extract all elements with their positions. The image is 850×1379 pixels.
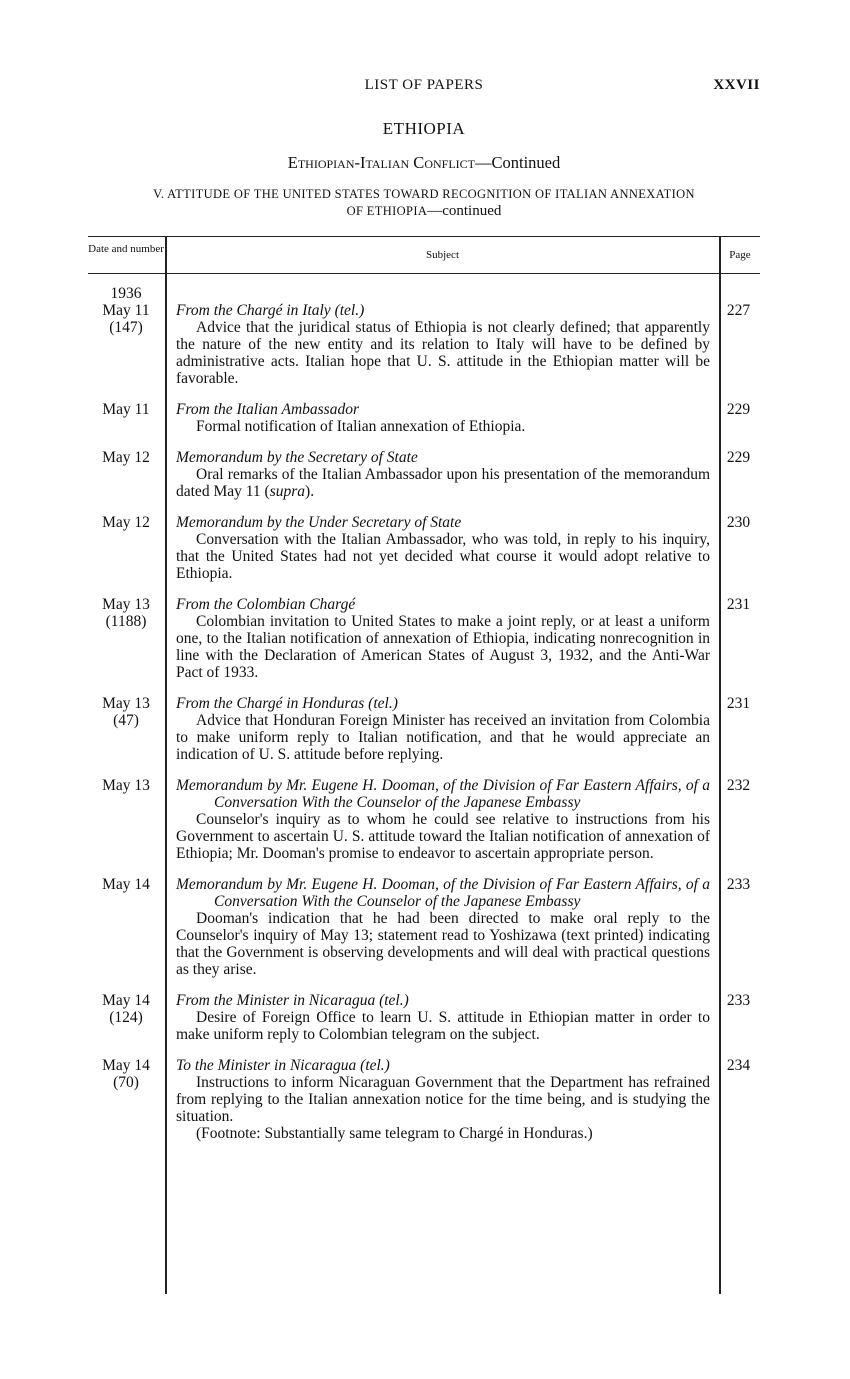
subject-cell — [176, 992, 710, 1043]
entry-from-note: (tel.) — [368, 695, 398, 712]
table-row — [88, 401, 760, 435]
date-cell — [88, 401, 164, 435]
entry-from: From the Chargé in Italy — [176, 302, 331, 319]
country-heading: ETHIOPIA — [382, 119, 466, 138]
page-cell — [717, 285, 760, 387]
column-header-subject: Subject — [426, 249, 459, 261]
subject-cell — [176, 285, 710, 387]
date-cell — [88, 285, 164, 387]
entry-page: 233 — [726, 992, 751, 1009]
date-cell — [88, 992, 164, 1043]
table-row — [88, 777, 760, 862]
entry-date: May 13 — [102, 777, 150, 794]
entry-description: Oral remarks of the Italian Ambassador upon his presentation of the memorandum dated May 11 (supra). — [176, 466, 710, 500]
entries-table — [88, 285, 760, 1142]
page-cell — [717, 596, 760, 681]
conflict-heading — [88, 153, 760, 173]
table-row — [88, 285, 760, 387]
page-folio: XXVII — [713, 77, 760, 93]
page-cell — [717, 992, 760, 1043]
table-row — [88, 449, 760, 500]
entry-description: Dooman's indication that he had been directed to make oral reply to the Counselor's inquiry of May 13; statement read to Yoshizawa (text printed) indicating that the Government is observing developments and will deal with practical questions as they arise. — [176, 910, 710, 978]
entry-date: May 12 — [102, 449, 150, 466]
entry-page: 229 — [726, 449, 751, 466]
page-cell — [717, 449, 760, 500]
entry-description: Conversation with the Italian Ambassador, who was told, in reply to his inquiry, that the United States had not yet decided what course it would adopt relative to Ethiopia. — [176, 531, 710, 582]
entry-source — [176, 992, 710, 1009]
table-row — [88, 514, 760, 582]
page-cell — [717, 514, 760, 582]
entry-from: From the Italian Ambassador — [176, 401, 359, 418]
section-heading-country: OF ETHIOPIA — [346, 204, 428, 218]
entry-description: Advice that the juridical status of Ethiopia is not clearly defined; that apparently the nature of the new entity and its relation to Italy will have to be defined by administrative acts. Italian hope that U. S. attitude in the Ethiopian matter will be favorable. — [176, 319, 710, 387]
entry-date: May 11 — [102, 401, 150, 418]
entry-number: (1188) — [105, 613, 147, 630]
section-heading-line1: V. ATTITUDE OF THE UNITED STATES TOWARD RECOGNITION OF ITALIAN ANNEXATION — [153, 187, 695, 201]
entry-from: Memorandum by Mr. Eugene H. Dooman, of the Division of Far Eastern Affairs, of a Conversation With the Counselor of the Japanese Embassy — [176, 777, 710, 811]
table-row — [88, 1057, 760, 1142]
date-cell — [88, 449, 164, 500]
subject-cell — [176, 695, 710, 763]
entry-description: Colombian invitation to United States to make a joint reply, or at least a uniform one, to the Italian notification of annexation of Ethiopia, indicating nonrecognition in line with the Declaration of American States of August 3, 1932, and the Anti-War Pact of 1933. — [176, 613, 710, 681]
entry-source — [176, 302, 710, 319]
entry-from: From the Minister in Nicaragua — [176, 992, 376, 1009]
entry-from: Memorandum by Mr. Eugene H. Dooman, of the Division of Far Eastern Affairs, of a Conversation With the Counselor of the Japanese Embassy — [176, 876, 710, 910]
entry-number: (124) — [109, 1009, 143, 1026]
entry-source — [176, 695, 710, 712]
date-cell — [88, 514, 164, 582]
entry-date: May 13 — [102, 695, 150, 712]
entry-page: 233 — [726, 876, 751, 893]
entry-date: May 14 — [102, 992, 150, 1009]
subject-cell — [176, 1057, 710, 1142]
conflict-name: Ethiopian-Italian Conflict — [287, 153, 475, 172]
entry-page: 227 — [726, 302, 751, 319]
entry-description: Formal notification of Italian annexation of Ethiopia. — [196, 418, 526, 435]
table-row — [88, 596, 760, 681]
table-top-rule — [88, 236, 760, 237]
column-header-date: Date and number — [88, 243, 164, 255]
entry-description: Advice that Honduran Foreign Minister has received an invitation from Colombia to make uniform reply to Italian notification, and that he would appreciate an indication of U. S. attitude before replying. — [176, 712, 710, 763]
running-head — [88, 77, 760, 99]
entry-date: May 14 — [102, 1057, 150, 1074]
entry-page: 234 — [726, 1057, 751, 1074]
entry-number: (70) — [113, 1074, 139, 1091]
entry-from-note: (tel.) — [334, 302, 365, 319]
page-cell — [717, 1057, 760, 1142]
page-cell — [717, 876, 760, 978]
column-header-page: Page — [729, 249, 751, 261]
entry-from-note: (tel.) — [360, 1057, 390, 1074]
entry-page: 232 — [726, 777, 751, 794]
date-cell — [88, 777, 164, 862]
page-cell — [717, 401, 760, 435]
entry-footnote: (Footnote: Substantially same telegram to Chargé in Honduras.) — [196, 1125, 593, 1142]
entry-page: 231 — [726, 596, 751, 613]
entry-date: May 12 — [102, 514, 150, 531]
subject-cell — [176, 449, 710, 500]
page-cell — [717, 777, 760, 862]
table-row — [88, 992, 760, 1043]
section-heading-continued: —continued — [427, 203, 502, 219]
entry-source — [176, 1057, 710, 1074]
subject-cell — [176, 401, 710, 435]
entry-page: 231 — [726, 695, 751, 712]
table-header-rule — [88, 273, 760, 274]
subject-cell — [176, 777, 710, 862]
entry-description-text: Oral remarks of the Italian Ambassador upon his presentation of the memorandum dated May 11 — [176, 466, 710, 500]
entry-description: Counselor's inquiry as to whom he could see relative to instructions from his Government to ascertain U. S. attitude toward the Italian notification of annexation of Ethiopia; Mr. Dooman's promise to endeavor to ascertain appropriate person. — [176, 811, 710, 862]
subject-cell — [176, 514, 710, 582]
running-title: LIST OF PAPERS — [364, 77, 484, 93]
entry-description-ref: supra — [269, 483, 306, 500]
entry-from: Memorandum by the Under Secretary of State — [176, 514, 462, 531]
entry-page: 229 — [726, 401, 751, 418]
entry-date: May 13 — [102, 596, 150, 613]
table-row — [88, 876, 760, 978]
entry-date: May 11 — [102, 302, 150, 319]
entry-from: From the Chargé in Honduras — [176, 695, 365, 712]
table-row — [88, 695, 760, 763]
entry-from: Memorandum by the Secretary of State — [176, 449, 418, 466]
date-cell — [88, 695, 164, 763]
page-cell — [717, 695, 760, 763]
entry-description: Desire of Foreign Office to learn U. S. attitude in Ethiopian matter in order to make uniform reply to Colombian telegram on the subject. — [176, 1009, 710, 1043]
entry-number: (147) — [109, 319, 143, 336]
entry-date: May 14 — [102, 876, 150, 893]
section-heading-line2 — [88, 203, 760, 220]
entry-number: (47) — [113, 712, 139, 729]
conflict-continued: —Continued — [474, 153, 561, 172]
date-cell — [88, 596, 164, 681]
section-heading — [88, 186, 760, 220]
subject-cell — [176, 876, 710, 978]
entry-year: 1936 — [110, 285, 142, 302]
entry-description: Instructions to inform Nicaraguan Government that the Department has refrained from replying to the Italian annexation notice for the time being, and is studying the situation. — [176, 1074, 710, 1125]
entry-from: From the Colombian Chargé — [176, 596, 356, 613]
entry-from-note: (tel.) — [379, 992, 409, 1009]
entry-from: To the Minister in Nicaragua — [176, 1057, 357, 1074]
date-cell — [88, 876, 164, 978]
subject-cell — [176, 596, 710, 681]
entry-page: 230 — [726, 514, 751, 531]
date-cell — [88, 1057, 164, 1142]
